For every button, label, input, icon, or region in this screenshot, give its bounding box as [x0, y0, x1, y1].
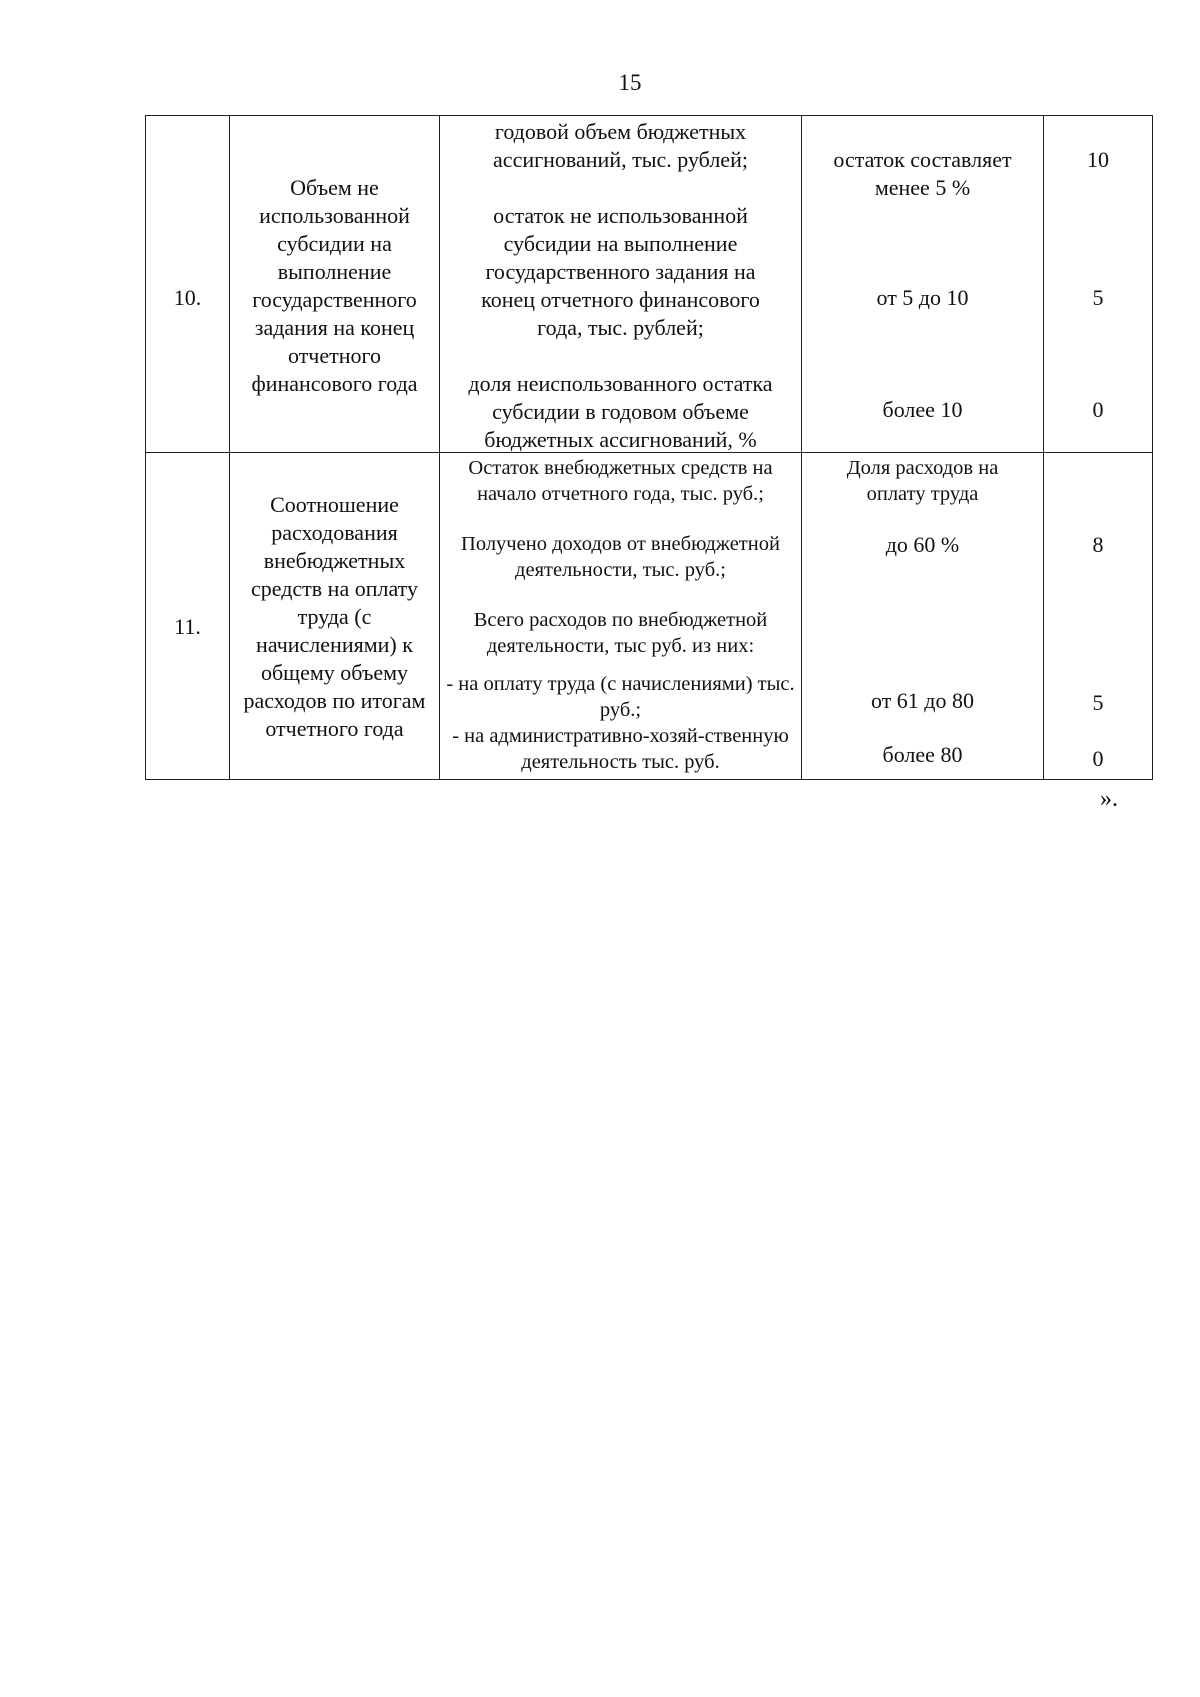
page-number: 15 [618, 70, 642, 95]
input-item: - на административно-хозяй-ственную деятельность тыс. руб. [452, 725, 789, 773]
closing-quote: ». [1100, 786, 1118, 812]
row-number: 11. [174, 614, 201, 639]
score-value: 0 [1092, 746, 1104, 771]
table-row [146, 116, 1153, 453]
indicator-name: Объем не использованной субсидии на выполнение государственного задания на конец отчетного финансового года [251, 175, 418, 396]
criterion-text: от 5 до 10 [876, 285, 969, 310]
input-item: Получено доходов от внебюджетной деятельности, тыс. руб.; [461, 533, 780, 581]
score-value: 8 [1092, 532, 1104, 557]
input-item: доля неиспользованного остатка субсидии в годовом объеме бюджетных ассигнований, % [468, 371, 773, 452]
score-value: 5 [1092, 690, 1104, 715]
row-number: 10. [173, 285, 202, 310]
criteria-table [145, 115, 1153, 780]
input-item: Остаток внебюджетных средств на начало отчетного года, тыс. руб.; [468, 457, 773, 505]
input-item: - на оплату труда (с начислениями) тыс. руб.; [446, 673, 795, 721]
criterion-text: более 10 [882, 397, 963, 422]
criterion-text: от 61 до 80 [870, 688, 975, 713]
input-item: годовой объем бюджетных ассигнований, тыс. рублей; [493, 119, 748, 172]
criteria-header: Доля расходов на оплату труда [846, 457, 999, 505]
input-item: остаток не использованной субсидии на выполнение государственного задания на конец отчетного финансового года, тыс. рублей; [481, 203, 760, 340]
score-value: 0 [1092, 397, 1104, 422]
criterion-text: до 60 % [885, 532, 960, 557]
score-value: 5 [1092, 285, 1104, 310]
input-item: Всего расходов по внебюджетной деятельности, тыс руб. из них: [473, 609, 768, 657]
score-value: 10 [1087, 147, 1109, 172]
criterion-text: более 80 [882, 742, 963, 767]
indicator-name: Соотношение расходования внебюджетных средств на оплату труда (с начислениями) к общему объему расходов по итогам отчетного года [243, 492, 426, 741]
criterion-text: остаток составляет менее 5 % [833, 147, 1012, 200]
table-row [146, 453, 1153, 780]
